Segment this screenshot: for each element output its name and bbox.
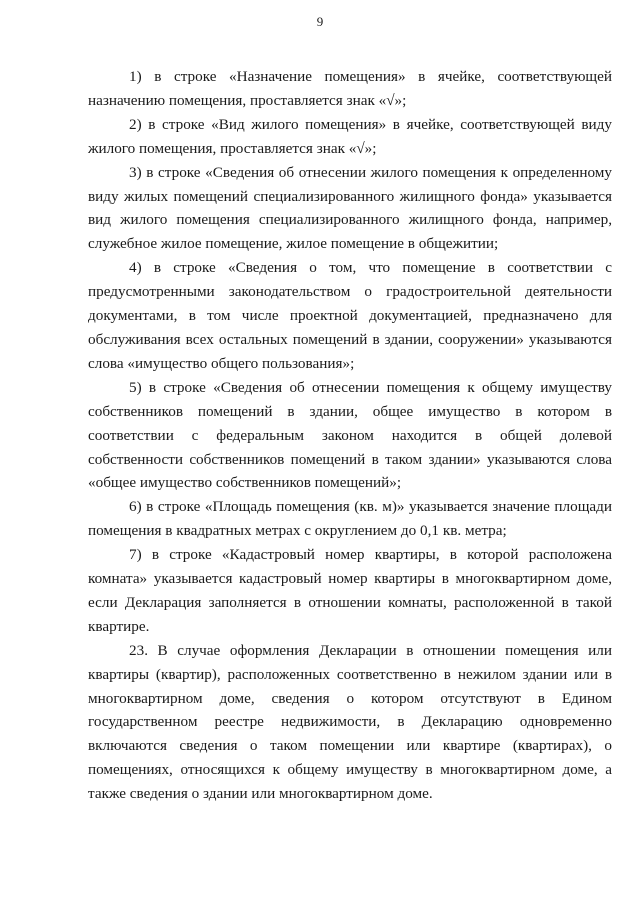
page-number: 9: [316, 14, 324, 29]
paragraph-item-6: 6) в строке «Площадь помещения (кв. м)» указывается значение площади помещения в квадратных метрах с округлением до 0,1 кв. метра;: [88, 498, 612, 540]
paragraph-item-5: 5) в строке «Сведения об отнесении помещения к общему имуществу собственников помещений в здании, общее имущество в котором в соответствии с федеральным законом находится в общей долевой собственности собственников помещений в таком здании» указываются слова «общее имущество собственников помещений»;: [88, 378, 612, 492]
paragraph-section-23: 23. В случае оформления Декларации в отношении помещения или квартиры (квартир), расположенных соответственно в нежилом здании или в многоквартирном доме, сведения о котором отсутствуют в Едином государственном реестре недвижимости, в Декларацию одновременно включаются сведения о таком помещении или квартире (квартирах), о помещениях, относящихся к общему имуществу в многоквартирном доме, а также сведения о здании или многоквартирном доме.: [88, 641, 612, 803]
paragraph-item-3: 3) в строке «Сведения об отнесении жилого помещения к определенному виду жилых помещений специализированного жилищного фонда» указывается вид жилого помещения специализированного жилищного фонда, например, служебное жилое помещение, жилое помещение в общежитии;: [88, 163, 612, 253]
document-body: [88, 65, 612, 806]
paragraph-item-1: 1) в строке «Назначение помещения» в ячейке, соответствующей назначению помещения, проставляется знак «√»;: [88, 68, 612, 109]
paragraph-item-7: 7) в строке «Кадастровый номер квартиры, в которой расположена комната» указывается кадастровый номер квартиры в многоквартирном доме, если Декларация заполняется в отношении комнаты, расположенной в такой квартире.: [88, 546, 612, 635]
paragraph-item-4: 4) в строке «Сведения о том, что помещение в соответствии с предусмотренными законодательством о градостроительной деятельности документами, в том числе проектной документацией, предназначено для обслуживания всех остальных помещений в здании, сооружении» указываются слова «имущество общего пользования»;: [88, 259, 612, 372]
paragraph-item-2: 2) в строке «Вид жилого помещения» в ячейке, соответствующей виду жилого помещения, проставляется знак «√»;: [88, 115, 612, 157]
